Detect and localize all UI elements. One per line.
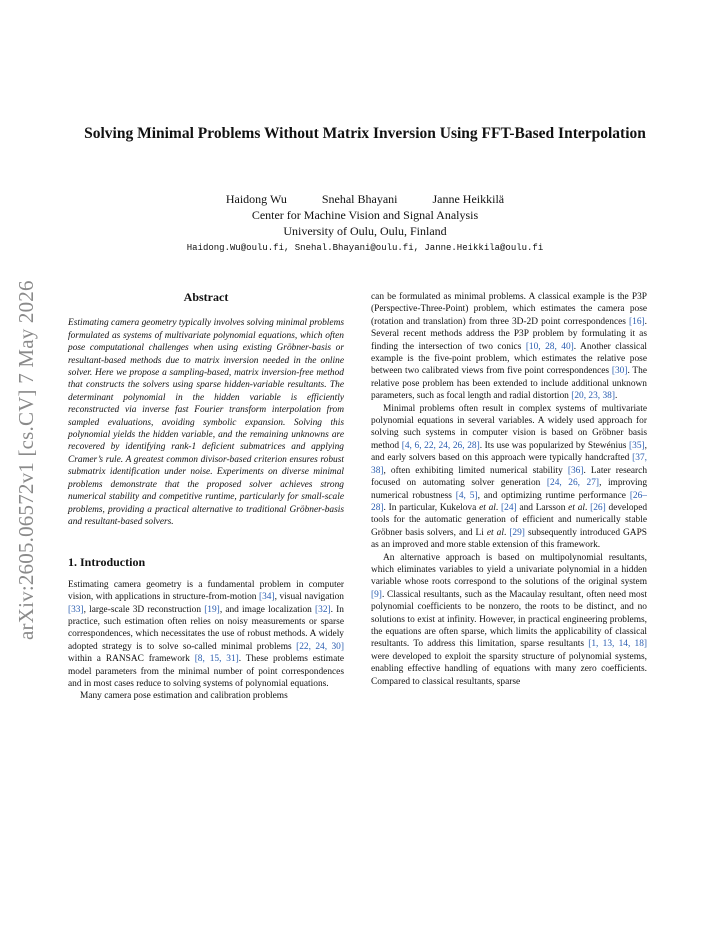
- citation-link[interactable]: [19]: [204, 604, 220, 615]
- paragraph: An alternative approach is based on multipolynomial resultants, which eliminates variables to yield a univariate polynomial in a hidden variable whose roots correspond to the solutions of the original system [9]. Classical resultants, such as the Macaulay resultant, often need most polynomial coefficients to be nonzero, the roots to be distinct, and no solutions to exist at infinity. However, in practical engineering problems, the equations are often sparse, which limits the applicability of classical resultants. To address this limitation, sparse resultants [1, 13, 14, 18] were developed to exploit the sparsity structure of polynomial systems, enabling effective handling of equations with many zero coefficients. Compared to classical resultants, sparse: [371, 552, 648, 687]
- author-names: [80, 191, 650, 207]
- affiliation: Center for Machine Vision and Signal Analysis: [251, 208, 479, 222]
- citation-link[interactable]: [24]: [501, 502, 517, 513]
- citation-link[interactable]: [16]: [629, 316, 645, 327]
- citation-link[interactable]: [26–28]: [371, 490, 647, 513]
- citation-link[interactable]: [8, 15, 31]: [194, 654, 239, 665]
- citation-link[interactable]: [9]: [371, 589, 382, 600]
- paragraph: can be formulated as minimal problems. A classical example is the P3P (Perspective-Three-Point) problem, which estimates the camera pose (rotation and translation) from three 3D-2D point correspondences [16]. Several recent methods address the P3P problem by formulating it as finding the intersection of two conics [10, 28, 40]. Another classical example is the five-point problem, which estimates the relative pose between two calibrated views from five point correspondences [30]. The relative pose problem has been extended to include additional unknown parameters, such as focal length and radial distortion [20, 23, 38].: [371, 292, 648, 402]
- author-name: Snehal Bhayani: [321, 192, 398, 206]
- emphasis-text: et al: [486, 527, 504, 538]
- citation-link[interactable]: [20, 23, 38]: [571, 391, 615, 402]
- paper-title: Solving Minimal Problems Without Matrix Inversion Using FFT-Based Interpolation: [84, 125, 646, 142]
- citation-link[interactable]: [30]: [611, 366, 628, 377]
- emphasis-text: et al: [568, 502, 585, 513]
- citation-link[interactable]: [4, 6, 22, 24, 26, 28]: [401, 440, 480, 451]
- author-block: [80, 191, 650, 239]
- citation-link[interactable]: [22, 24, 30]: [296, 641, 344, 652]
- citation-link[interactable]: [36]: [567, 465, 584, 476]
- citation-link[interactable]: [32]: [315, 604, 331, 615]
- left-column: [68, 291, 344, 703]
- author-name: Janne Heikkilä: [432, 192, 505, 206]
- citation-link[interactable]: [24, 26, 27]: [546, 478, 600, 489]
- paragraph: Many camera pose estimation and calibration problems: [80, 691, 288, 702]
- citation-link[interactable]: [35]: [629, 440, 645, 451]
- right-column: [371, 291, 647, 688]
- abstract-text: Estimating camera geometry typically involves solving minimal problems formulated as systems of multivariate polynomial equations, which often pose computational challenges when using existing Gröbner-basis or resultant-based methods due to matrix inversion needed in the online solver. Here we propose a sampling-based, matrix inversion-free method that constructs the solvers using sparse hidden-variable resultants. The determinant polynomial in the hidden variable is efficiently reconstructed via inverse fast Fourier transform interpolation from sampled evaluations, avoiding symbolic expansion. Solving this polynomial yields the hidden variable, and the remaining unknowns are recovered by identifying rank-1 deficient submatrices and applying Cramer’s rule. A greatest common divisor-based criterion ensures robust submatrix identification under noise. Experiments on diverse minimal problems demonstrate that the proposed solver achieves strong numerical stability and competitive runtime, particularly for small-scale problems, providing a practical alternative to traditional Gröbner-basis and resultant-based solvers.: [68, 318, 344, 527]
- paragraph: Estimating camera geometry is a fundamental problem in computer vision, with applications in structure-from-motion [34], visual navigation [33], large-scale 3D reconstruction [19], and image localization [32]. In practice, such estimation often relies on noisy measurements or sparse correspondences, which necessitates the use of robust methods. A widely adopted strategy is to solve so-called minimal problems [22, 24, 30] within a RANSAC framework [8, 15, 31]. These problems estimate model parameters from the minimal number of point correspondences and in most cases reduce to solving systems of polynomial equations.: [68, 579, 345, 689]
- author-emails: Haidong.Wu@oulu.fi, Snehal.Bhayani@oulu.fi, Janne.Heikkila@oulu.fi: [186, 243, 544, 253]
- citation-link[interactable]: [33]: [68, 604, 84, 615]
- abstract-heading: Abstract: [183, 290, 229, 304]
- arxiv-identifier: arXiv:2605.06572v1 [cs.CV] 7 May 2026: [14, 280, 38, 640]
- emphasis-text: et al: [479, 502, 496, 513]
- author-name: Haidong Wu: [225, 192, 287, 206]
- section-heading-introduction: 1. Introduction: [68, 555, 146, 570]
- citation-link[interactable]: [34]: [259, 592, 275, 603]
- citation-link[interactable]: [1, 13, 14, 18]: [588, 639, 648, 650]
- university: University of Oulu, Oulu, Finland: [283, 224, 447, 238]
- citation-link[interactable]: [26]: [590, 502, 606, 513]
- citation-link[interactable]: [37, 38]: [371, 453, 647, 476]
- citation-link[interactable]: [4, 5]: [455, 490, 478, 501]
- citation-link[interactable]: [10, 28, 40]: [525, 341, 574, 352]
- citation-link[interactable]: [29]: [509, 527, 525, 538]
- paragraph: Minimal problems often result in complex systems of multivariate polynomial equations in several variables. A widely used approach for solving such systems in computer vision is based on Gröbner basis method [4, 6, 22, 24, 26, 28]. Its use was popularized by Stewénius [35], and early solvers based on this approach were typically handcrafted [37, 38], often exhibiting limited numerical stability [36]. Later research focused on automating solver generation [24, 26, 27], improving numerical robustness [4, 5], and optimizing runtime performance [26–28]. In particular, Kukelova et al. [24] and Larsson et al. [26] developed tools for the automatic generation of efficient and numerically stable Gröbner basis solvers, and Li et al. [29] subsequently introduced GAPS as an improved and more stable extension of this framework.: [371, 403, 648, 551]
